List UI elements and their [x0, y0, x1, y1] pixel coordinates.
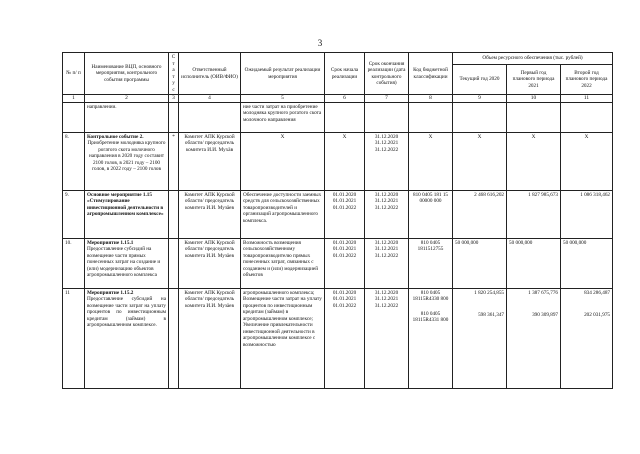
row-name-bold: Контрольное событие 2.	[87, 133, 144, 140]
row-responsible: Комитет АПК Курской области/ председатель комитета И.И. Музӓев	[179, 238, 241, 288]
row-2021	[507, 288, 561, 388]
header-number: № п/ п	[63, 53, 85, 95]
col-number: 1	[63, 95, 85, 103]
row-kbk	[409, 288, 453, 388]
row-2021-2: 390 309,897	[532, 312, 558, 319]
row-status	[169, 288, 179, 388]
row-responsible: Комитет АПК Курской области/ председатель комитета И.И. Музӓев	[179, 288, 241, 388]
row-name-text: Предоставление субсидий на возмещение части прямых понесенных затрат на создание и (или) модернизацию объектов агропромышленного комплекса	[87, 246, 161, 279]
row-number: 11	[63, 288, 85, 388]
col-number: 5	[241, 95, 325, 103]
row-2020-1: 1 820 254,855	[474, 289, 504, 296]
header-2020: Текущий год 2020	[453, 65, 507, 95]
row-result: Возможность возмещения сельскохозяйственному товаропроизводителю прямых понесенных затрат, связанных с созданием и (или) модернизацией объектов	[241, 238, 325, 288]
header-responsible: Ответственный исполнитель (ОИВ/ФИО)	[179, 53, 241, 95]
row-start	[325, 102, 365, 132]
header-result: Ожидаемый результат реализации мероприятия	[241, 53, 325, 95]
row-2020: 2 468 616,202	[453, 190, 507, 238]
table-row	[63, 238, 613, 288]
row-number: 8.	[63, 132, 85, 190]
row-2021	[507, 102, 561, 132]
col-number: 6	[325, 95, 365, 103]
row-2022-1: 834 286,487	[584, 289, 611, 296]
row-2021-1: 1 387 675,776	[528, 289, 558, 296]
row-end: 31.12.2020 31.12.2021 31.12.2022	[365, 132, 409, 190]
header-2022: Второй год планового периода 2022	[561, 65, 613, 95]
header-row	[63, 53, 613, 65]
row-number	[63, 102, 85, 132]
row-2020: 50 000,000	[453, 238, 507, 288]
col-number: 7	[365, 95, 409, 103]
row-name-text: Предоставление субсидий на возмещение части затрат на уплату процентов по инвестиционным кредитам (займам) в агропромышленном комплексе.	[87, 296, 166, 329]
row-name: Основное мероприятие 1.15 «Стимулирование инвестиционной деятельности в агропромышленном комплексе»	[85, 190, 169, 238]
col-number: 11	[561, 95, 613, 103]
row-status	[169, 238, 179, 288]
page-number: 3	[317, 38, 323, 48]
column-numbers-row	[63, 95, 613, 103]
table-row	[63, 102, 613, 132]
header-2021: Первый год планового периода 2021	[507, 65, 561, 95]
row-result: агропромышленного комплекса; Возмещение части затрат на уплату процентов по инвестиционным кредитам (займам) в агропромышленном комплексе; Увеличение привлекательности инвестиционной деятельности в агропромышленном комплексе с возможностью	[241, 288, 325, 388]
row-2022	[561, 288, 613, 388]
row-end: 31.12.2020 31.12.2021 31.12.2022	[365, 190, 409, 238]
col-number: 8	[409, 95, 453, 103]
row-status	[169, 102, 179, 132]
row-start: Х	[325, 132, 365, 190]
row-responsible: Комитет АПК Курской области/ председатель комитета И.И. Музӓев	[179, 190, 241, 238]
row-kbk: 810 0405 181 15 00000 000	[409, 190, 453, 238]
row-result: Обеспечение доступности заемных средств для сельскохозяйственных товаропроизводителей и организаций агропромышленного комплекса.	[241, 190, 325, 238]
col-number: 10	[507, 95, 561, 103]
row-2022-2: 202 031,975	[584, 312, 611, 319]
row-end: 31.12.2020 31.12.2021 31.12.2022	[365, 238, 409, 288]
row-2020-2: 598 361,347	[478, 312, 504, 319]
col-number: 3	[169, 95, 179, 103]
table-row	[63, 132, 613, 190]
row-kbk: 810 0405 1811512755	[409, 238, 453, 288]
col-number: 4	[179, 95, 241, 103]
row-2022: 1 086 318,462	[561, 190, 613, 238]
row-name: направлении.	[85, 102, 169, 132]
row-2021: Х	[507, 132, 561, 190]
row-responsible: Комитет АПК Курской области/ председатель комитета И.И. Мухӓв	[179, 132, 241, 190]
row-end	[365, 102, 409, 132]
row-number: 9.	[63, 190, 85, 238]
row-result: ние части затрат на приобретение молодняка крупного рогатого скота молочного направления	[241, 102, 325, 132]
header-start: Срок начала реализации	[325, 53, 365, 95]
row-name-bold: Мероприятие 1.15.2	[87, 289, 134, 296]
header-status: С т а т у с	[169, 53, 179, 95]
header-resources: Объем ресурсного обеспечения (тыс. рублей)	[453, 53, 613, 65]
row-responsible	[179, 102, 241, 132]
col-number: 2	[85, 95, 169, 103]
row-kbk: Х	[409, 132, 453, 190]
col-number: 9	[453, 95, 507, 103]
row-2022: 50 000,000	[561, 238, 613, 288]
table-row	[63, 190, 613, 238]
row-start: 01.01.2020 01.01.2021 01.01.2022	[325, 190, 365, 238]
row-start: 01.01.2020 01.01.2021 01.01.2022	[325, 288, 365, 388]
row-kbk-1: 810 0405 18115R4330 800	[412, 289, 449, 303]
row-result: Х	[241, 132, 325, 190]
header-name: Наименование ВЦП, основного мероприятия, контрольного события программы	[85, 53, 169, 95]
row-name	[85, 288, 169, 388]
row-status: *	[169, 132, 179, 190]
header-kbk: Код бюджетной классификации	[409, 53, 453, 95]
row-kbk	[409, 102, 453, 132]
row-2020	[453, 288, 507, 388]
row-name-bold: Мероприятие 1.15.1	[87, 239, 134, 246]
row-2021: 1 827 985,673	[507, 190, 561, 238]
table-row	[63, 288, 613, 388]
row-name-text: Приобретение молодняка крупного рогатого скота молочного направления в 2020 году составит 2100 голов, в 2021 году – 2100 голов, в 2022 году – 2100 голов	[87, 140, 166, 173]
row-status	[169, 190, 179, 238]
row-2022: Х	[561, 132, 613, 190]
row-start: 01.01.2020 01.01.2021 01.01.2022	[325, 238, 365, 288]
row-2020: Х	[453, 132, 507, 190]
row-2022	[561, 102, 613, 132]
row-number: 10.	[63, 238, 85, 288]
header-end: Срок окончания реализации (дата контрольного события)	[365, 53, 409, 95]
row-name	[85, 238, 169, 288]
row-name	[85, 132, 169, 190]
row-2020	[453, 102, 507, 132]
resource-table	[62, 52, 613, 389]
row-end: 31.12.2020 31.12.2021 31.12.2022	[365, 288, 409, 388]
row-kbk-2: 810 0405 18115R4331 800	[412, 310, 449, 324]
row-2021: 50 000,000	[507, 238, 561, 288]
